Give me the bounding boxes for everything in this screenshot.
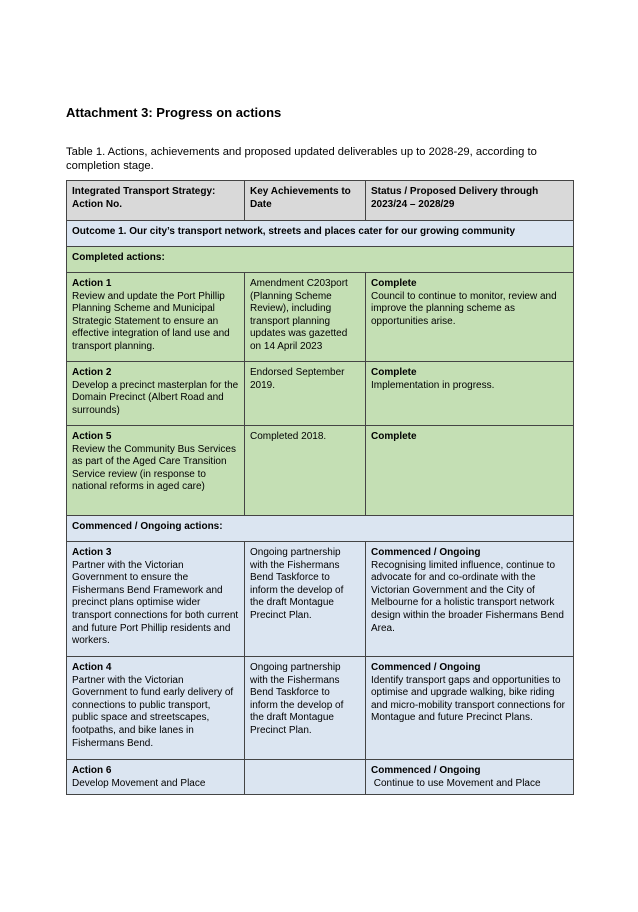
- status-cell: [366, 362, 574, 426]
- achievement-cell: Amendment C203port (Planning Scheme Review), including transport planning updates was gazetted on 14 April 2023: [245, 273, 366, 362]
- table-caption: Table 1. Actions, achievements and proposed updated deliverables up to 2028-29, according to completion stage.: [66, 146, 537, 172]
- table-row: [67, 542, 574, 657]
- action-cell: [67, 760, 245, 795]
- completed-section-row: [67, 247, 574, 273]
- status-cell: [366, 273, 574, 362]
- status-label: Complete: [371, 431, 417, 442]
- action-description: Review and update the Port Phillip Planning Scheme and Municipal Strategic Statement to ensure an effective integration of land use and transport planning.: [72, 290, 230, 352]
- action-description: Partner with the Victorian Government to ensure the Fishermans Bend Framework and precinct plans optimise wider transport connections for both current and future Port Phillip residents and workers.: [72, 559, 239, 647]
- delivery-text: Implementation in progress.: [371, 379, 495, 391]
- action-cell: [67, 273, 245, 362]
- status-cell: [366, 657, 574, 760]
- page-heading: Attachment 3: Progress on actions: [66, 105, 282, 120]
- column-header-status: Status / Proposed Delivery through 2023/24 – 2028/29: [366, 181, 574, 221]
- action-description: Review the Community Bus Services as part of the Aged Care Transition Service review (in response to national reforms in aged care): [72, 443, 236, 493]
- action-number: Action 2: [72, 367, 112, 378]
- delivery-text: Identify transport gaps and opportunities to optimise and upgrade walking, bike riding and micro-mobility transport connections for Montague and future Precinct Plans.: [371, 674, 565, 724]
- action-description: Develop Movement and Place: [72, 777, 206, 789]
- delivery-text: Recognising limited influence, continue to advocate for and co-ordinate with the Victorian Government and the City of Melbourne for a holistic transport network design within the broader Fishermans Bend Area.: [371, 559, 564, 634]
- outcome-heading: Outcome 1. Our city’s transport network, streets and places cater for our growing community: [67, 221, 574, 247]
- action-number: Action 6: [72, 765, 112, 776]
- action-number: Action 3: [72, 547, 112, 558]
- table-row: [67, 426, 574, 516]
- achievement-cell: Endorsed September 2019.: [245, 362, 366, 426]
- status-cell: [366, 760, 574, 795]
- status-label: Commenced / Ongoing: [371, 547, 481, 558]
- status-cell: [366, 426, 574, 516]
- achievement-cell: [245, 760, 366, 795]
- delivery-text: Continue to use Movement and Place: [371, 777, 541, 789]
- action-description: Develop a precinct masterplan for the Domain Precinct (Albert Road and surrounds): [72, 379, 239, 416]
- action-cell: [67, 657, 245, 760]
- status-label: Complete: [371, 367, 417, 378]
- table-header-row: [67, 181, 574, 221]
- action-cell: [67, 426, 245, 516]
- action-number: Action 1: [72, 278, 112, 289]
- table-row: [67, 362, 574, 426]
- table-row: [67, 273, 574, 362]
- status-cell: [366, 542, 574, 657]
- action-number: Action 5: [72, 431, 112, 442]
- delivery-text: Council to continue to monitor, review and improve the planning scheme as opportunities arise.: [371, 290, 557, 327]
- completed-section-label: Completed actions:: [67, 247, 574, 273]
- action-cell: [67, 542, 245, 657]
- achievement-cell: Ongoing partnership with the Fishermans Bend Taskforce to inform the develop of the draft Montague Precinct Plan.: [245, 542, 366, 657]
- outcome-row: [67, 221, 574, 247]
- status-label: Complete: [371, 278, 417, 289]
- action-description: Partner with the Victorian Government to fund early delivery of connections to public transport, public space and streetscapes, footpaths, and bike lanes in Fishermans Bend.: [72, 674, 234, 749]
- ongoing-section-row: [67, 516, 574, 542]
- table-row: [67, 760, 574, 795]
- column-header-action: Integrated Transport Strategy: Action No.: [67, 181, 245, 221]
- status-label: Commenced / Ongoing: [371, 662, 481, 673]
- table-row: [67, 657, 574, 760]
- progress-table: [66, 180, 574, 795]
- action-cell: [67, 362, 245, 426]
- achievement-cell: Completed 2018.: [245, 426, 366, 516]
- status-label: Commenced / Ongoing: [371, 765, 481, 776]
- column-header-achievements: Key Achievements to Date: [245, 181, 366, 221]
- action-number: Action 4: [72, 662, 112, 673]
- achievement-cell: Ongoing partnership with the Fishermans Bend Taskforce to inform the develop of the draft Montague Precinct Plan.: [245, 657, 366, 760]
- ongoing-section-label: Commenced / Ongoing actions:: [67, 516, 574, 542]
